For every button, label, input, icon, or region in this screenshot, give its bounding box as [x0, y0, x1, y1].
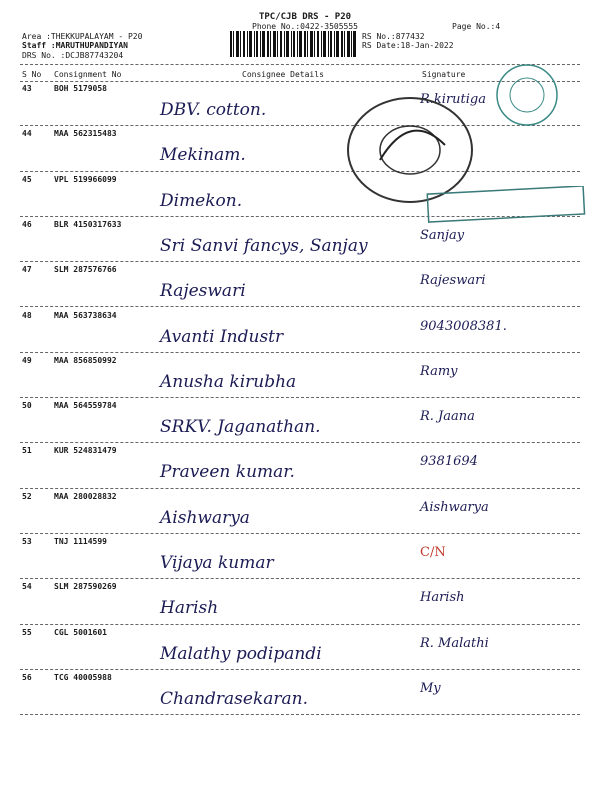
row-sno: 54	[22, 582, 32, 592]
consignment-number: TNJ 1114599	[54, 537, 107, 546]
signature-handwriting: 9381694	[420, 454, 478, 470]
consignee-handwriting: Avanti Industr	[160, 326, 284, 347]
table-row	[0, 626, 600, 670]
page-number: Page No.:4	[452, 22, 501, 31]
consignment-number: MAA 563738634	[54, 310, 117, 320]
row-sno: 46	[22, 219, 32, 229]
barcode	[230, 31, 356, 57]
area-field: Area :THEKKUPALAYAM - P20	[22, 32, 143, 41]
consignee-handwriting: Vijaya kumar	[160, 553, 274, 573]
row-sno: 51	[22, 446, 32, 456]
corner-stamp	[494, 62, 560, 128]
table-row	[0, 309, 600, 353]
consignment-number: MAA 280028832	[54, 491, 117, 501]
col-consignment: Consignment No	[54, 70, 122, 79]
consignment-number: SLM 287590269	[54, 582, 117, 592]
consignment-number: VPL 519966099	[54, 174, 117, 184]
row-rule	[20, 669, 580, 670]
row-sno: 45	[22, 174, 32, 184]
signature-handwriting: My	[420, 680, 441, 696]
table-row	[0, 127, 600, 171]
table-row	[0, 354, 600, 398]
signature-handwriting: Rajeswari	[420, 273, 486, 289]
row-rule	[20, 488, 580, 489]
consignee-handwriting: Chandrasekaran.	[160, 688, 309, 709]
signature-handwriting: C/N	[420, 545, 446, 560]
table-row	[0, 399, 600, 443]
row-rule	[20, 624, 580, 625]
table-row	[0, 490, 600, 534]
row-sno: 43	[22, 84, 32, 93]
consignee-handwriting: Praveen kumar.	[160, 462, 295, 483]
table-row	[0, 263, 600, 307]
staff-field: Staff :MARUTHUPANDIYAN	[22, 41, 128, 50]
rectangular-stamp	[426, 186, 586, 226]
consignment-number: SLM 287576766	[54, 265, 117, 275]
consignee-handwriting: Malathy podipandi	[160, 643, 322, 664]
table-row	[0, 580, 600, 624]
consignee-handwriting: Harish	[160, 598, 219, 619]
consignment-number: KUR 524831479	[54, 446, 117, 456]
consignee-handwriting: Rajeswari	[160, 281, 246, 302]
row-sno: 56	[22, 672, 32, 682]
consignment-number: CGL 5001601	[54, 627, 107, 637]
row-rule	[20, 171, 580, 172]
row-sno: 55	[22, 627, 32, 637]
row-rule	[20, 442, 580, 443]
table-row	[0, 535, 600, 579]
row-rule	[20, 306, 580, 307]
row-rule	[20, 714, 580, 715]
consignment-number: BOH 5179058	[54, 84, 107, 93]
signature-handwriting: Aishwarya	[420, 499, 489, 515]
signature-handwriting: R.kirutiga	[420, 92, 486, 107]
consignment-number: MAA 562315483	[54, 129, 117, 139]
table-row	[0, 444, 600, 488]
row-sno: 48	[22, 310, 32, 320]
row-sno: 47	[22, 265, 32, 275]
consignment-number: BLR 4150317633	[54, 219, 122, 229]
consignment-number: MAA 564559784	[54, 401, 117, 411]
row-sno: 53	[22, 537, 32, 546]
consignee-handwriting: Aishwarya	[160, 507, 250, 528]
consignee-handwriting: Anusha kirubha	[160, 371, 297, 392]
signature-handwriting: Harish	[420, 590, 465, 606]
col-sno: S No	[22, 70, 42, 79]
row-rule	[20, 352, 580, 353]
consignee-handwriting: Mekinam.	[160, 145, 246, 166]
consignment-number: MAA 856850992	[54, 355, 117, 365]
col-consignee: Consignee Details	[242, 70, 324, 79]
rs-number: RS No.:877432	[362, 32, 425, 41]
consignee-handwriting: Sri Sanvi fancys, Sanjay	[160, 235, 368, 256]
row-rule	[20, 533, 580, 534]
consignee-handwriting: SRKV. Jaganathan.	[160, 417, 321, 438]
signature-handwriting: R. Malathi	[420, 635, 489, 651]
row-rule	[20, 578, 580, 579]
signature-handwriting: Sanjay	[420, 227, 465, 243]
phone-number: Phone No.:0422-3505555	[252, 22, 358, 31]
consignment-number: TCG 40005988	[54, 672, 112, 682]
col-signature: Signature	[422, 70, 466, 79]
signature-handwriting: R. Jaana	[420, 409, 475, 425]
document-title: TPC/CJB DRS - P20	[258, 12, 352, 22]
row-rule	[20, 397, 580, 398]
row-sno: 44	[22, 129, 32, 139]
table-row	[0, 671, 600, 715]
consignee-handwriting: Dimekon.	[160, 190, 243, 211]
row-rule	[20, 261, 580, 262]
drs-number: DRS No. :DCJB87743204	[22, 51, 124, 60]
rs-date: RS Date:18-Jan-2022	[362, 41, 454, 50]
row-sno: 50	[22, 401, 32, 411]
row-sno: 49	[22, 355, 32, 365]
consignee-handwriting: DBV. cotton.	[160, 100, 267, 120]
row-sno: 52	[22, 491, 32, 501]
signature-handwriting: Ramy	[420, 363, 458, 379]
signature-handwriting: 9043008381.	[420, 318, 507, 334]
